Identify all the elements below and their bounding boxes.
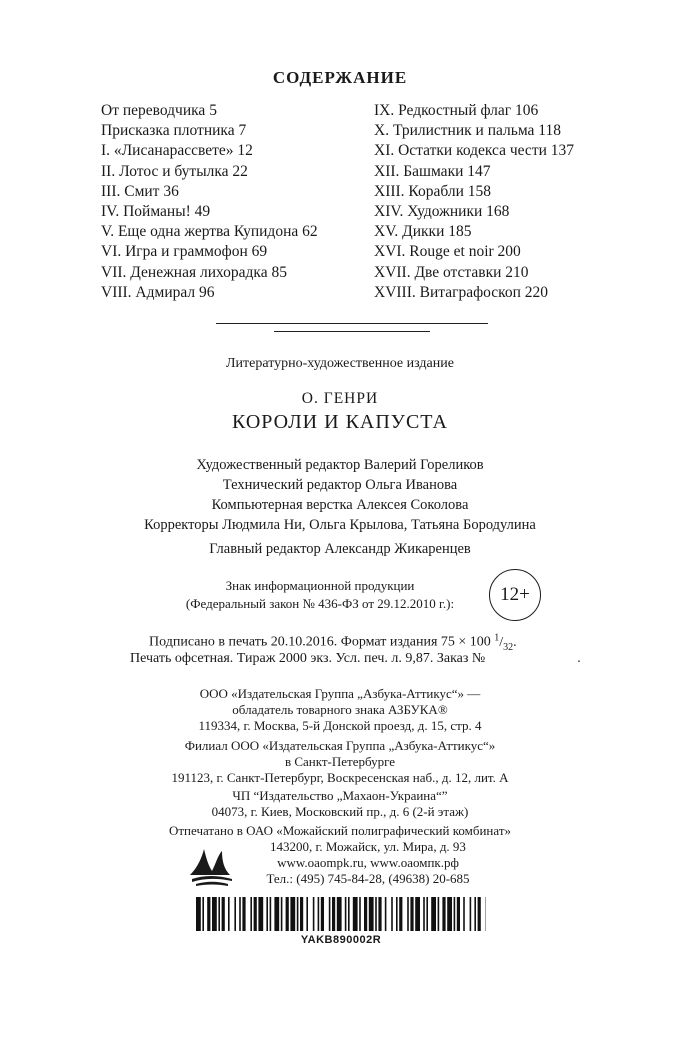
toc-entry: XIV. Художники 168 (374, 203, 510, 221)
barcode-bar (438, 897, 440, 931)
barcode-bar (337, 897, 342, 931)
barcode-bar (431, 897, 436, 931)
barcode-bar (290, 897, 295, 931)
toc-entry: XI. Остатки кодекса чести 137 (374, 142, 575, 160)
barcode-bar (378, 897, 381, 931)
book-title: КОРОЛИ И КАПУСТА (232, 411, 448, 433)
toc-entry: XV. Дикки 185 (374, 223, 472, 241)
barcode-bar (281, 897, 283, 931)
ukraine-address: 04073, г. Киев, Московский пр., д. 6 (2-й этаж) (211, 804, 469, 819)
barcode-bar (474, 897, 476, 931)
printer-address: 143200, г. Можайск, ул. Мира, д. 93 (270, 839, 466, 854)
barcode-bar (266, 897, 268, 931)
toc-entry: XIII. Корабли 158 (374, 182, 492, 200)
barcode-text: YAKB890002R (300, 934, 382, 946)
barcode-bar (228, 897, 230, 931)
toc-title: СОДЕРЖАНИЕ (272, 68, 408, 87)
barcode-bar (250, 897, 252, 931)
credit-proofreaders: Корректоры Людмила Ни, Ольга Крылова, Татьяна Бородулина (144, 517, 536, 533)
barcode-bar (234, 897, 236, 931)
print-run: Печать офсетная. Тираж 2000 экз. Усл. печ. л. 9,87. Заказ № (130, 651, 486, 666)
toc-entry: IV. Пойманы! 49 (101, 203, 211, 221)
barcode-bar (359, 897, 361, 931)
publisher-line2: обладатель товарного знака АЗБУКА® (232, 702, 448, 717)
toc-entry: VII. Денежная лихорадка 85 (101, 263, 287, 281)
info-product-notice (160, 577, 480, 613)
barcode-bar (270, 897, 272, 931)
barcode-bar (196, 897, 201, 931)
barcode-bar (300, 897, 303, 931)
author-name: О. ГЕНРИ (301, 390, 379, 407)
toc-entry: II. Лотос и бутылка 22 (101, 162, 248, 180)
barcode-bar (391, 897, 393, 931)
barcode-bar (222, 897, 225, 931)
toc-entry: XII. Башмаки 147 (374, 162, 491, 180)
age-rating-value: 12+ (500, 584, 530, 605)
barcode-bar (348, 897, 350, 931)
barcode-bar (369, 897, 374, 931)
credit-art-editor: Художественный редактор Валерий Гореликов (196, 457, 484, 473)
publisher-address: 119334, г. Москва, 5-й Донской проезд, д. 15, стр. 4 (198, 718, 482, 733)
toc-entry: VIII. Адмирал 96 (101, 283, 215, 301)
toc-entry: IX. Редкостный флаг 106 (374, 102, 539, 119)
barcode-bar (313, 897, 315, 931)
barcode-bar (254, 897, 257, 931)
ukraine-line1: ЧП “Издательство „Махаон-Украина“” (232, 788, 448, 803)
printer-line1: Отпечатано в ОАО «Можайский полиграфический комбинат» (168, 823, 511, 838)
toc-left-column (101, 101, 371, 303)
credit-chief-editor: Главный редактор Александр Жикаренцев (209, 541, 471, 557)
barcode-bar (396, 897, 398, 931)
print-info-line2: Печать офсетная. Тираж 2000 экз. Усл. печ. л. 9,87. Заказ № . (130, 651, 581, 666)
format-fraction: $^1/_{32}$. (494, 632, 517, 653)
toc-entry: VI. Игра и граммофон 69 (101, 243, 268, 261)
barcode-bar (239, 897, 241, 931)
barcode-bar (447, 897, 452, 931)
toc-entry: I. «Лисанарассвете» 12 (101, 142, 253, 160)
toc-entry: XVIII. Витаграфоскоп 220 (374, 283, 549, 301)
age-rating-badge (489, 569, 541, 621)
barcode-bar (321, 897, 324, 931)
barcode-bar (212, 897, 217, 931)
barcode-bar (457, 897, 460, 931)
barcode-bar (410, 897, 413, 931)
toc-entry: Присказка плотника 7 (101, 122, 247, 140)
barcode-bar (318, 897, 320, 931)
divider-rule-long (216, 323, 488, 324)
barcode-bar (218, 897, 220, 931)
barcode-bar (242, 897, 245, 931)
barcode-bar (442, 897, 445, 931)
toc-entry: V. Еще одна жертва Купидона 62 (101, 223, 318, 241)
barcode-bar (470, 897, 472, 931)
printer-logo-icon (188, 847, 234, 887)
barcode-bar (353, 897, 358, 931)
barcode-bar (274, 897, 279, 931)
credit-tech-editor: Технический редактор Ольга Иванова (222, 477, 458, 493)
barcode-bar (286, 897, 289, 931)
barcode-bar (423, 897, 425, 931)
info-product-line: Знак информационной продукции (225, 578, 415, 593)
toc-entry: X. Трилистник и пальма 118 (374, 122, 561, 140)
toc-entry: XVI. Rouge et noir 200 (374, 243, 521, 261)
barcode-bar (202, 897, 204, 931)
branch-line2: в Санкт-Петербурге (284, 754, 396, 769)
publisher-line1: ООО «Издательская Группа „Азбука-Аттикус“» — (199, 686, 481, 701)
fraction-numerator: 1 (494, 632, 500, 643)
branch-line1: Филиал ООО «Издательская Группа „Азбука-Аттикус“» (184, 738, 496, 753)
barcode-bar (385, 897, 387, 931)
toc-entry: От переводчика 5 (101, 102, 217, 119)
barcode-bar (399, 897, 402, 931)
barcode (196, 897, 486, 931)
toc-right-column (374, 101, 634, 303)
barcode-bar (478, 897, 481, 931)
barcode-bar (306, 897, 308, 931)
barcode-bar (207, 897, 210, 931)
barcode-bar (297, 897, 299, 931)
barcode-bar (364, 897, 367, 931)
barcode-bar (463, 897, 465, 931)
fraction-denominator: 32 (503, 641, 514, 653)
branch-address: 191123, г. Санкт-Петербург, Воскресенская наб., д. 12, лит. А (171, 770, 509, 785)
barcode-bar (329, 897, 331, 931)
printer-phone: Тел.: (495) 745-84-28, (49638) 20-685 (266, 871, 470, 886)
barcode-bar (375, 897, 377, 931)
barcode-bar (258, 897, 263, 931)
barcode-bar (415, 897, 420, 931)
print-format: Подписано в печать 20.10.2016. Формат издания 75 × 100 (149, 634, 491, 650)
printer-websites: www.oaompk.ru, www.оаомпк.рф (277, 855, 459, 870)
toc-entry: XVII. Две отставки 210 (374, 263, 529, 281)
barcode-bar (332, 897, 335, 931)
divider-rule-short (274, 331, 430, 332)
info-product-law: (Федеральный закон № 436-ФЗ от 29.12.2010 г.): (185, 596, 455, 611)
toc-entry: III. Смит 36 (101, 182, 179, 200)
barcode-bar (426, 897, 428, 931)
print-info-line1 (149, 632, 517, 652)
barcode-bar (454, 897, 456, 931)
credit-layout: Компьютерная верстка Алексея Соколова (211, 497, 469, 513)
edition-type: Литературно-художественное издание (226, 356, 454, 371)
barcode-bar (407, 897, 409, 931)
barcode-bar (345, 897, 347, 931)
